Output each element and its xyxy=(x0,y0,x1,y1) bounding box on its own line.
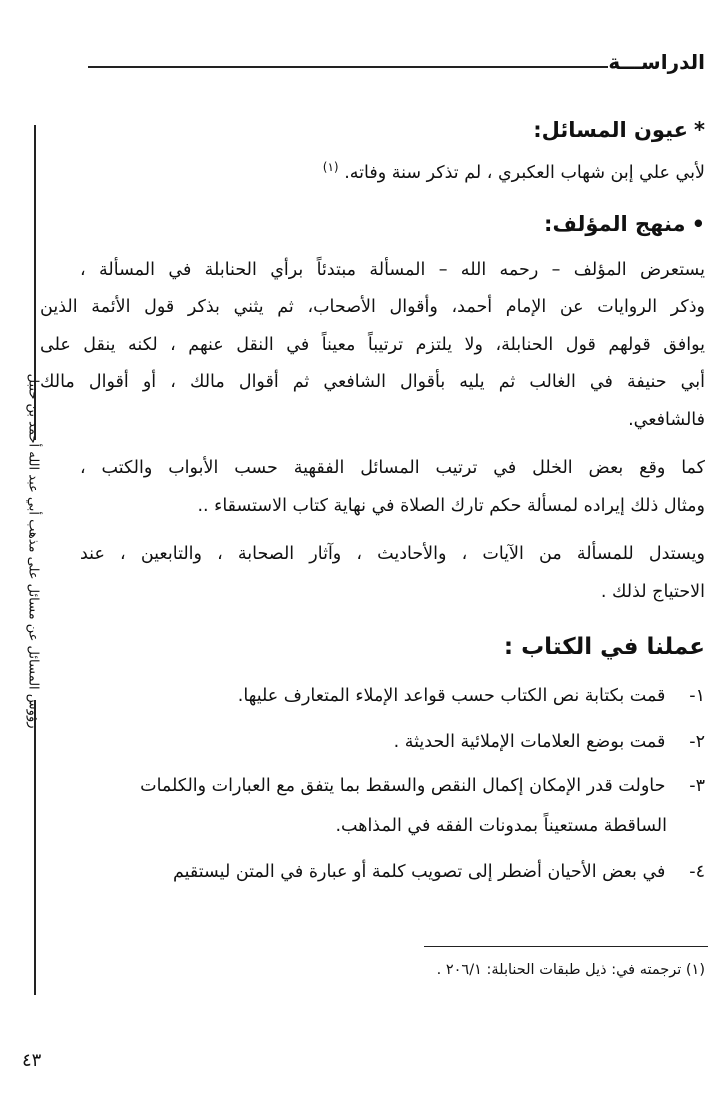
footnote-number: (١) xyxy=(685,962,705,978)
paragraph-line: ومثال ذلك إيراده لمسألة حكم تارك الصلاة في نهاية كتاب الاستسقاء .. xyxy=(197,496,705,516)
side-title: رؤوس المسائل عن مسائل على مذهب أبي عبد الله أحمد بن حنبل xyxy=(25,373,41,729)
uyun-line xyxy=(323,160,705,183)
list-number: ١- xyxy=(689,686,705,706)
uyun-heading-text: عيون المسائل: xyxy=(533,118,689,142)
uyun-heading xyxy=(533,118,705,142)
list-text: قمت بكتابة نص الكتاب حسب قواعد الإملاء المتعارف عليها. xyxy=(237,686,666,706)
list-item xyxy=(394,732,705,752)
paragraph-line: وذكر الروايات عن الإمام أحمد، وأقوال الأصحاب، ثم يثني بذكر قول الأئمة الذين xyxy=(40,297,705,317)
paragraph-line: أبي حنيفة في الغالب ثم يليه بأقوال الشافعي ثم أقوال مالك ، أو أقوال مالك xyxy=(40,372,705,392)
paragraph-line: كما وقع بعض الخلل في ترتيب المسائل الفقهية حسب الأبواب والكتب ، xyxy=(80,458,705,478)
list-number: ٣- xyxy=(689,776,705,796)
running-header: الدراســـة xyxy=(608,50,705,74)
amaluna-heading: عملنا في الكتاب : xyxy=(503,634,705,660)
list-number: ٤- xyxy=(689,862,705,882)
paragraph-line: يوافق قولهم قول الحنابلة، ولا يلتزم ترتيباً معيناً في النقل عنهم ، لكنه ينقل على xyxy=(40,335,705,355)
manhaj-heading-text: منهج المؤلف: xyxy=(544,212,686,236)
asterisk-bullet: * xyxy=(694,118,705,142)
list-item xyxy=(173,862,705,882)
list-text: في بعض الأحيان أضطر إلى تصويب كلمة أو عبارة في المتن ليستقيم xyxy=(172,862,666,882)
paragraph-line: ويستدل للمسألة من الآيات ، والأحاديث ، وآثار الصحابة ، والتابعين ، عند xyxy=(80,544,705,564)
paragraph-line: فالشافعي. xyxy=(628,410,705,430)
footnote-rule xyxy=(424,946,708,947)
list-text: قمت بوضع العلامات الإملائية الحديثة . xyxy=(393,732,666,752)
dot-bullet: • xyxy=(691,212,705,236)
list-text: حاولت قدر الإمكان إكمال النقص والسقط بما يتفق مع العبارات والكلمات xyxy=(140,776,666,796)
list-item xyxy=(140,776,705,796)
header-rule xyxy=(88,66,608,68)
paragraph-line: يستعرض المؤلف – رحمه الله – المسألة مبتدئاً برأي الحنابلة في المسألة ، xyxy=(80,260,705,280)
manhaj-heading xyxy=(544,212,705,236)
uyun-text: لأبي علي إبن شهاب العكبري ، لم تذكر سنة وفاته. xyxy=(344,162,705,183)
list-item xyxy=(238,686,705,706)
list-item-continuation: الساقطة مستعيناً بمدونات الفقه في المذاهب. xyxy=(335,816,667,836)
footnote-ref: (١) xyxy=(322,160,339,174)
footnote-text: ترجمته في: ذيل طبقات الحنابلة: ٢٠٦/١ . xyxy=(436,962,682,978)
side-rule-bottom xyxy=(34,700,36,995)
footnote xyxy=(437,962,705,978)
page-number: ٤٣ xyxy=(22,1050,42,1071)
paragraph-line: الاحتياج لذلك . xyxy=(600,582,705,602)
list-number: ٢- xyxy=(689,732,705,752)
